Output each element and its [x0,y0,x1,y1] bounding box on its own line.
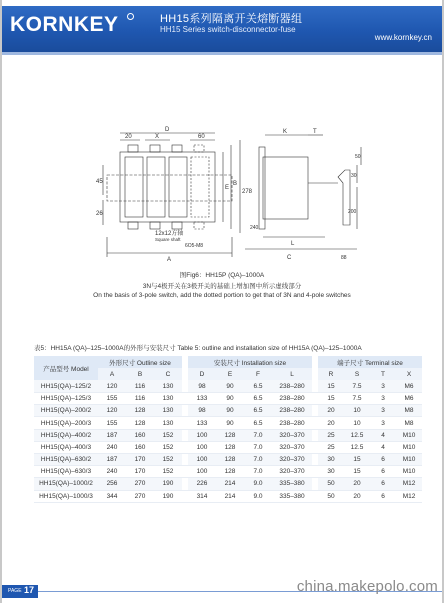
cell-X: M10 [396,441,422,453]
cell-D: 98 [188,380,216,392]
brand-logo: KORNKEY [10,13,119,36]
cell-R: 15 [318,380,344,392]
table-row [34,441,422,453]
cell-T: 3 [370,393,396,405]
cell-F: 6.5 [244,393,272,405]
column-group-install: 安装尺寸 Installation size [188,356,312,368]
cell-B: 128 [126,417,154,429]
cell-E: 128 [216,466,244,478]
cell-S: 10 [344,405,370,417]
terminal-bottom-3 [172,222,182,229]
cell-T: 6 [370,454,396,466]
cell-model: HH15(QA)–630/2 [34,454,98,466]
label-square-shaft-en: Square shaft [155,237,181,242]
cell-F: 7.0 [244,454,272,466]
cell-T: 4 [370,441,396,453]
figure-caption: 图Fig6：HH15P (QA)–1000A [179,272,265,279]
cell-T: 6 [370,478,396,490]
cell-X: M10 [396,454,422,466]
cell-A: 256 [98,478,126,490]
cell-T: 3 [370,405,396,417]
cell-model: HH15(QA)–1000/2 [34,478,98,490]
cell-E: 128 [216,441,244,453]
dimensions-table [34,356,422,503]
cell-T: 3 [370,380,396,392]
cell-X: M10 [396,429,422,441]
cell-A: 344 [98,490,126,502]
cell-C: 190 [154,478,182,490]
cell-C: 130 [154,405,182,417]
cell-B: 128 [126,405,154,417]
cell-T: 6 [370,490,396,502]
table-group-header [34,356,422,368]
terminal-top-4 [194,145,204,152]
cell-F: 9.0 [244,478,272,490]
cell-R: 50 [318,478,344,490]
table-body [34,380,422,502]
cell-D: 100 [188,429,216,441]
cell-A: 187 [98,429,126,441]
cell-E: 128 [216,429,244,441]
cell-S: 20 [344,478,370,490]
terminal-top-1 [128,145,138,152]
cell-X: M6 [396,380,422,392]
cell-F: 7.0 [244,466,272,478]
cell-A: 120 [98,405,126,417]
cell-B: 160 [126,441,154,453]
cell-T: 3 [370,417,396,429]
label-30: 30 [351,173,357,179]
mounting-base [107,175,232,201]
label-D: D [165,127,170,133]
cell-B: 116 [126,393,154,405]
cell-D: 133 [188,417,216,429]
cell-L: 238–280 [272,405,312,417]
cell-C: 152 [154,429,182,441]
cell-B: 160 [126,429,154,441]
column-header-A: A [98,368,126,380]
cell-L: 320–370 [272,466,312,478]
terminal-bottom-2 [150,222,160,229]
cell-L: 320–370 [272,441,312,453]
cell-X: M10 [396,466,422,478]
cell-F: 9.0 [244,490,272,502]
table-row [34,466,422,478]
cell-C: 130 [154,417,182,429]
cell-L: 320–370 [272,454,312,466]
cell-model: HH15(QA)–1000/3 [34,490,98,502]
fuse-pole-2 [147,157,165,217]
label-200: 200 [348,209,357,215]
website-link[interactable]: www.kornkey.cn [374,33,432,42]
label-K: K [283,129,288,135]
terminal-bottom-4 [194,222,204,229]
cell-R: 30 [318,454,344,466]
cell-E: 214 [216,490,244,502]
table-row [34,454,422,466]
cell-E: 214 [216,478,244,490]
side-mounting-plate [259,147,265,229]
table-row [34,417,422,429]
cell-R: 15 [318,393,344,405]
cell-F: 6.5 [244,380,272,392]
column-header-L: L [272,368,312,380]
label-60: 60 [198,134,205,140]
cell-model: HH15(QA)–125/3 [34,393,98,405]
cell-B: 170 [126,466,154,478]
label-L: L [291,241,295,247]
cell-X: M6 [396,393,422,405]
label-E: E [225,185,230,191]
terminal-bottom-1 [128,222,138,229]
fuse-pole-3 [169,157,187,217]
cell-X: M8 [396,405,422,417]
cell-C: 152 [154,466,182,478]
cell-L: 238–280 [272,417,312,429]
operating-handle [338,170,350,225]
cell-D: 314 [188,490,216,502]
cell-model: HH15(QA)–200/2 [34,405,98,417]
cell-R: 25 [318,429,344,441]
switch-body-front [120,152,215,222]
cell-model: HH15(QA)–125/2 [34,380,98,392]
cell-D: 100 [188,441,216,453]
page-title-en: HH15 Series switch-disconnector-fuse [160,25,296,34]
watermark-text: china.makepolo.com [296,578,438,595]
terminal-top-2 [150,145,160,152]
cell-C: 152 [154,454,182,466]
cell-A: 155 [98,417,126,429]
page-border-left [0,0,2,603]
table-row [34,393,422,405]
cell-F: 6.5 [244,417,272,429]
cell-X: M12 [396,490,422,502]
column-header-T: T [370,368,396,380]
cell-S: 10 [344,417,370,429]
label-88: 88 [341,255,347,261]
cell-R: 30 [318,466,344,478]
cell-D: 100 [188,454,216,466]
label-278: 278 [242,189,253,195]
registered-mark-icon [127,13,134,20]
label-square-shaft: 12x12方轴 [155,231,184,237]
label-45: 45 [96,179,103,185]
label-C: C [287,255,292,261]
cell-A: 240 [98,441,126,453]
cell-C: 130 [154,380,182,392]
cell-A: 155 [98,393,126,405]
cell-S: 20 [344,490,370,502]
cell-C: 152 [154,441,182,453]
column-header-C: C [154,368,182,380]
cell-B: 170 [126,454,154,466]
label-bolt: 6O5-M8 [185,243,204,249]
terminal-top-3 [172,145,182,152]
cell-F: 6.5 [244,405,272,417]
figure-note-en: On the basis of 3-pole switch, add the dotted portion to get that of 3N and 4-pole switches [93,292,351,299]
cell-S: 7.5 [344,380,370,392]
cell-C: 190 [154,490,182,502]
cell-S: 12.5 [344,441,370,453]
label-B: B [233,181,238,187]
cell-X: M8 [396,417,422,429]
cell-D: 226 [188,478,216,490]
label-20: 20 [125,134,132,140]
cell-B: 270 [126,478,154,490]
cell-R: 50 [318,490,344,502]
cell-T: 4 [370,429,396,441]
column-header-E: E [216,368,244,380]
table-row [34,380,422,392]
label-T: T [313,129,317,135]
cell-L: 320–370 [272,429,312,441]
column-header-D: D [188,368,216,380]
cell-D: 133 [188,393,216,405]
cell-model: HH15(QA)–400/2 [34,429,98,441]
table-row [34,478,422,490]
column-header-B: B [126,368,154,380]
technical-drawing [95,125,365,263]
cell-E: 90 [216,380,244,392]
column-header-R: R [318,368,344,380]
column-header-F: F [244,368,272,380]
cell-L: 238–280 [272,380,312,392]
header-stripe [2,52,442,55]
cell-F: 7.0 [244,429,272,441]
label-50: 50 [355,154,361,160]
cell-model: HH15(QA)–400/3 [34,441,98,453]
figure-note-cn: 3N与4极开关在3极开关的基础上增加图中所示虚线部分 [142,283,302,290]
page-title-cn: HH15系列隔离开关熔断器组 [160,13,303,25]
cell-T: 6 [370,466,396,478]
cell-B: 270 [126,490,154,502]
page-number: 17 [24,585,35,595]
cell-A: 120 [98,380,126,392]
table-title: 表5：HH15A (QA)–125–1000A的外形与安装尺寸 Table 5: outline and installation size of HH15A (QA)–125–1000A [34,345,362,352]
cell-S: 12.5 [344,429,370,441]
column-group-outline: 外形尺寸 Outline size [98,356,182,368]
cell-E: 90 [216,417,244,429]
fuse-pole-1 [125,157,143,217]
cell-L: 335–380 [272,478,312,490]
cell-B: 116 [126,380,154,392]
cell-R: 20 [318,417,344,429]
cell-S: 15 [344,454,370,466]
switch-body-side [263,157,308,219]
fuse-pole-4-dashed [191,157,209,217]
cell-S: 15 [344,466,370,478]
table-row [34,405,422,417]
cell-F: 7.0 [244,441,272,453]
cell-S: 7.5 [344,393,370,405]
cell-D: 98 [188,405,216,417]
cell-E: 128 [216,454,244,466]
label-A: A [167,257,172,263]
cell-E: 90 [216,405,244,417]
table-row [34,490,422,502]
table-row [34,429,422,441]
cell-model: HH15(QA)–630/3 [34,466,98,478]
column-header-X: X [396,368,422,380]
cell-L: 238–280 [272,393,312,405]
column-header-S: S [344,368,370,380]
cell-A: 187 [98,454,126,466]
cell-E: 90 [216,393,244,405]
label-240: 240 [250,225,259,231]
cell-R: 20 [318,405,344,417]
column-group-terminal: 端子尺寸 Terminal size [318,356,422,368]
cell-X: M12 [396,478,422,490]
label-26: 26 [96,211,103,217]
cell-R: 25 [318,441,344,453]
cell-model: HH15(QA)–200/3 [34,417,98,429]
column-header-model: 产品型号 Model [34,356,98,380]
cell-C: 130 [154,393,182,405]
page-label: PAGE [8,588,22,594]
cell-A: 240 [98,466,126,478]
cell-L: 335–380 [272,490,312,502]
cell-D: 100 [188,466,216,478]
label-X: X [155,134,160,140]
